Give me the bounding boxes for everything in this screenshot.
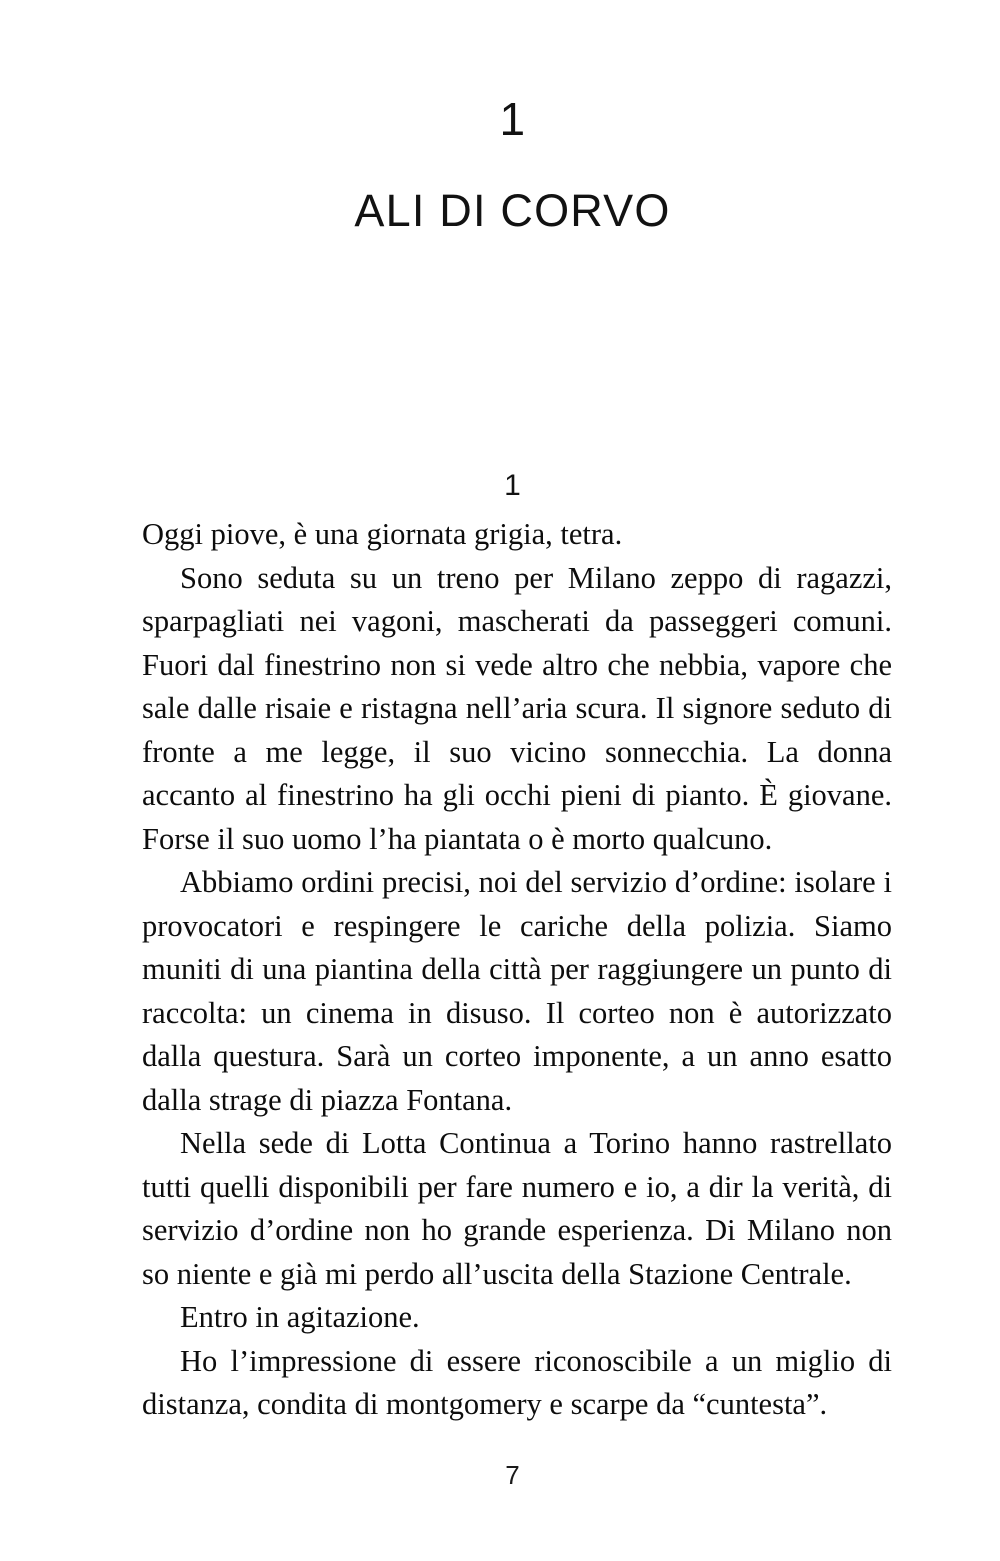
paragraph: Sono seduta su un treno per Milano zeppo di ragazzi, sparpagliati nei vagoni, mascherati da passeggeri comuni. Fuori dal finestrino non si vede altro che nebbia, vapore che sale dalle risaie e ristagna nell’aria scura. Il signore seduto di fronte a me legge, il suo vicino sonnecchia. La donna accanto al finestrino ha gli occhi pieni di pianto. È giovane. Forse il suo uomo l’ha piantata o è morto qualcuno. (142, 560, 892, 856)
paragraph: Abbiamo ordini precisi, noi del servizio d’ordine: isolare i provocatori e respingere le cariche della polizia. Siamo muniti di una piantina della città per raggiungere un punto di raccolta: un cinema in disuso. Il corteo non è autorizzato dalla questura. Sarà un corteo imponente, a un anno esatto dalla strage di piazza Fontana. (142, 865, 892, 1117)
page-number: 7 (505, 1460, 520, 1490)
paragraph: Ho l’impressione di essere riconoscibile a un miglio di distanza, condita di montgomery e scarpe da “cuntesta”. (142, 1343, 892, 1421)
section-number: 1 (504, 469, 521, 502)
body-text-column (142, 513, 892, 1427)
chapter-number: 1 (499, 93, 526, 145)
paragraph: Nella sede di Lotta Continua a Torino hanno rastrellato tutti quelli disponibili per fare numero e io, a dir la verità, di servizio d’ordine non ho grande esperienza. Di Milano non so niente e già mi perdo all’uscita della Stazione Centrale. (142, 1126, 892, 1291)
chapter-title: ALI DI CORVO (354, 185, 671, 236)
paragraph: Entro in agitazione. (180, 1300, 420, 1334)
paragraph: Oggi piove, è una giornata grigia, tetra. (142, 517, 623, 551)
